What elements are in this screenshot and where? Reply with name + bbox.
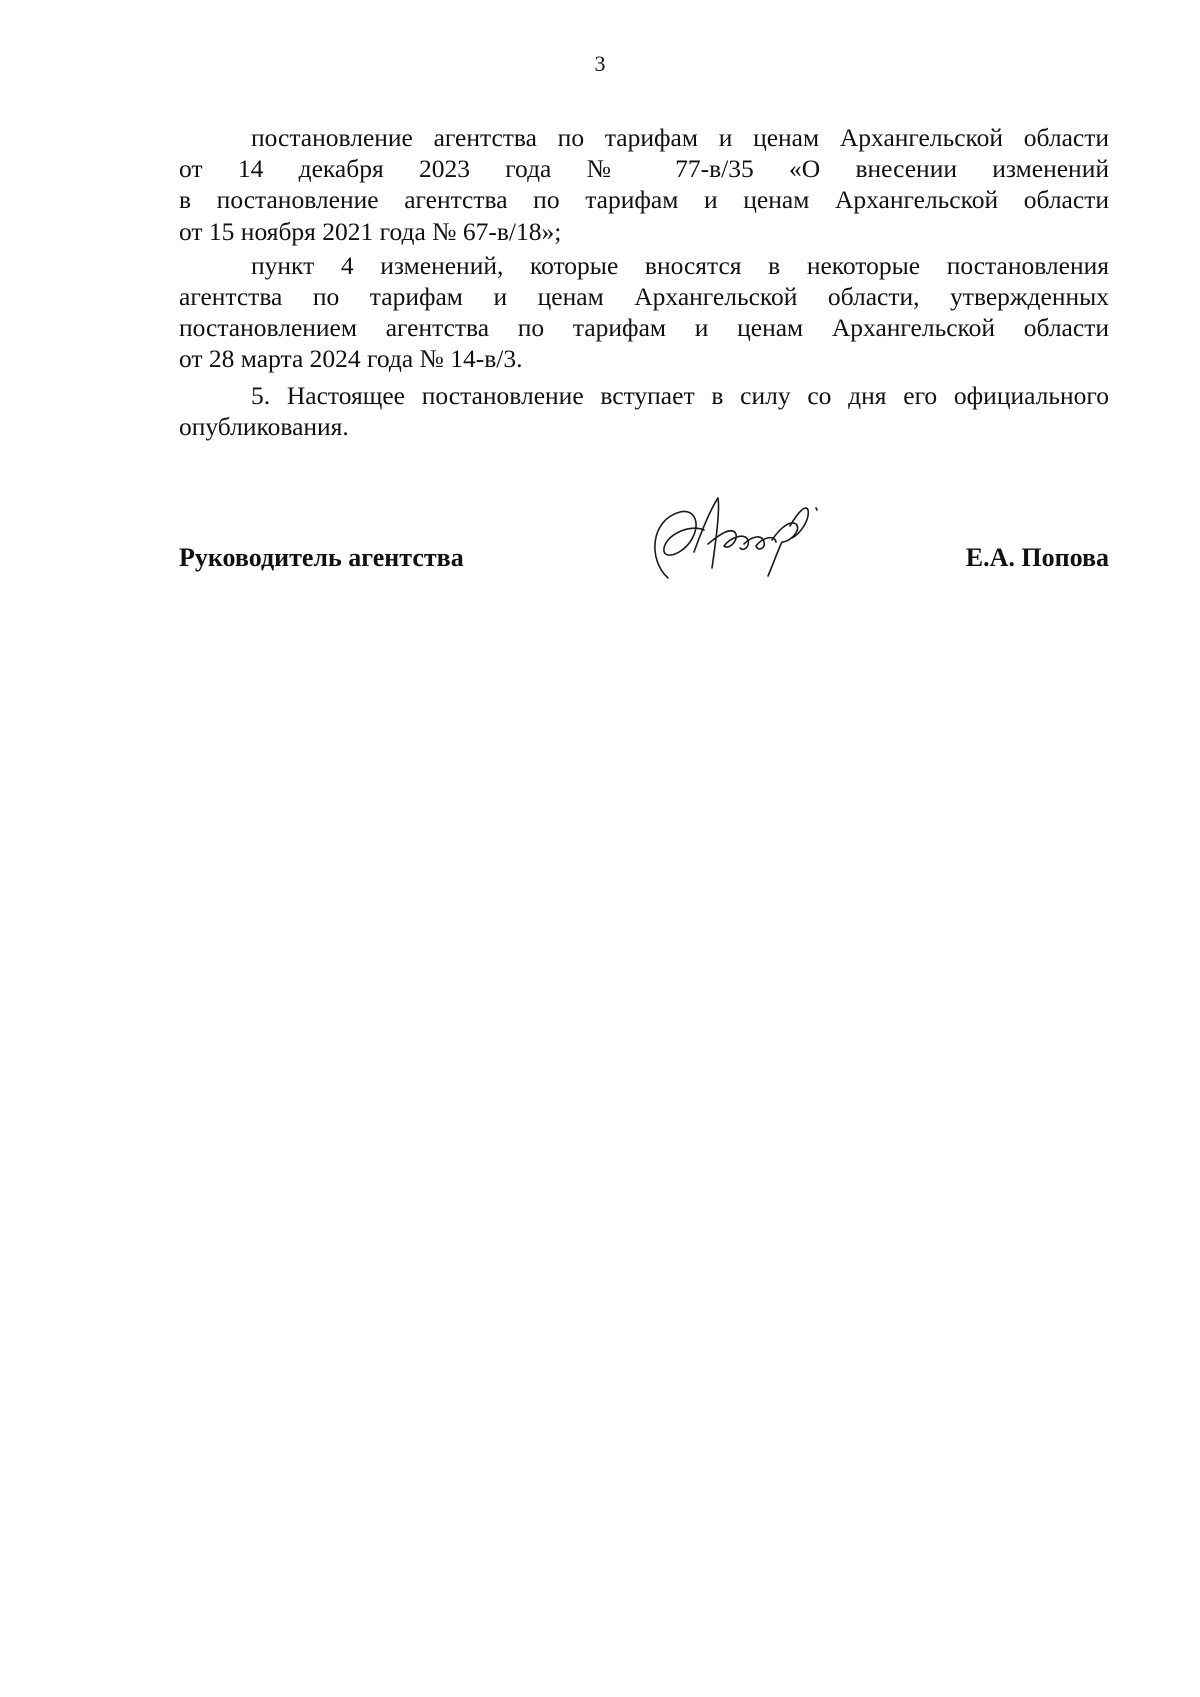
text-line: от 28 марта 2024 года № 14-в/3. [179, 344, 523, 374]
text-line: пункт 4 изменений, которые вносятся в некоторые постановления [251, 250, 1109, 280]
signatory-position: Руководитель агентства [179, 543, 464, 572]
signatory-name: Е.А. Попова [965, 543, 1109, 572]
text-line: агентства по тарифам и ценам Архангельской области, утвержденных [179, 282, 1109, 312]
paragraph-3 [179, 380, 1109, 442]
text-line: опубликования. [179, 411, 349, 441]
text-line: постановление агентства по тарифам и ценам Архангельской области [251, 123, 1109, 152]
document-body [179, 122, 1109, 442]
handwritten-signature [640, 490, 840, 590]
text-line: от 14 декабря 2023 года № 77-в/35 «О внесении изменений [179, 154, 1109, 184]
paragraph-2 [179, 250, 1109, 375]
paragraph-1 [179, 122, 1109, 247]
page-number: 3 [594, 51, 606, 76]
text-line: от 15 ноября 2021 года № 67-в/18»; [179, 216, 562, 246]
text-line: постановлением агентства по тарифам и ценам Архангельской области [179, 313, 1109, 343]
text-line: в постановление агентства по тарифам и ценам Архангельской области [179, 185, 1109, 215]
text-line: 5. Настоящее постановление вступает в силу со дня его официального [251, 380, 1109, 410]
